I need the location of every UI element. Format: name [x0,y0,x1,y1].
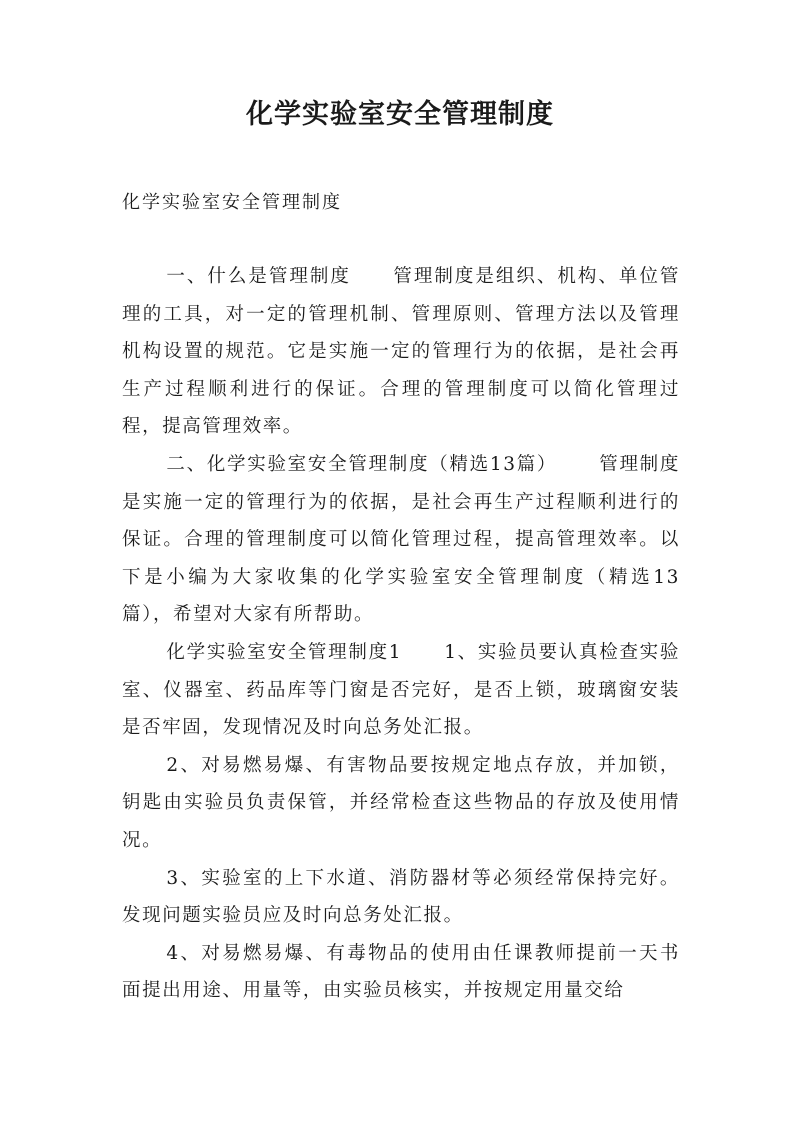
paragraph-intro [122,446,680,634]
paragraph-text: 管理制度是实施一定的管理行为的依据，是社会再生产过程顺利进行的保证。合理的管理制度可以简化管理过程，提高管理效率。以下是小编为大家收集的化学实验室安全管理制度（精选13篇），希望对大家有所帮助。 [122,453,681,626]
paragraph-text: 4、对易燃易爆、有毒物品的使用由任课教师提前一天书面提出用途、用量等，由实验员核实，并按规定用量交给 [122,942,680,1002]
paragraph-rule-3 [122,860,680,935]
paragraph-text: 管理制度是组织、机构、单位管理的工具，对一定的管理机制、管理原则、管理方法以及管理机构设置的规范。它是实施一定的管理行为的依据，是社会再生产过程顺利进行的保证。合理的管理制度可以简化管理过程，提高管理效率。 [122,266,680,438]
paragraph-lead: 一、什么是管理制度 [166,266,351,287]
document-title: 化学实验室安全管理制度 [246,99,554,130]
document-body [122,258,680,1010]
paragraph-text: 2、对易燃易爆、有害物品要按规定地点存放，并加锁，钥匙由实验员负责保管，并经常检查这些物品的存放及使用情况。 [122,754,680,851]
paragraph-text: 1、实验员要认真检查实验室、仪器室、药品库等门窗是否完好，是否上锁，玻璃窗安装是否牢固，发现情况及时向总务处汇报。 [122,641,680,739]
document-subtitle: 化学实验室安全管理制度 [122,192,342,213]
paragraph-rule-2 [122,747,680,860]
paragraph-lead: 化学实验室安全管理制度1 [166,641,403,663]
paragraph-rule-4 [122,935,680,1010]
paragraph-text: 3、实验室的上下水道、消防器材等必须经常保持完好。发现问题实验员应及时向总务处汇报。 [122,867,680,927]
paragraph-definition [122,258,680,446]
paragraph-lead: 二、化学实验室安全管理制度（精选13篇） [166,453,558,475]
paragraph-rule-1 [122,634,680,747]
